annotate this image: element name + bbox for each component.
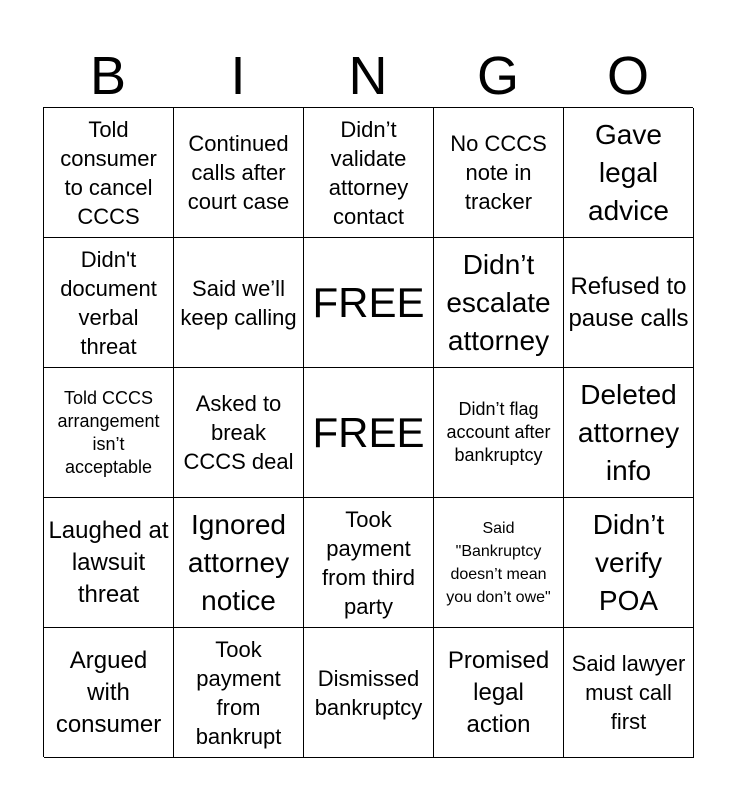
cell-text: Didn’t escalate attorney xyxy=(446,248,551,356)
bingo-cell[interactable] xyxy=(174,628,304,758)
bingo-cell[interactable] xyxy=(564,238,694,368)
bingo-cell[interactable] xyxy=(434,108,564,238)
cell-text: Told CCCS arrangement isn’t acceptable xyxy=(57,387,160,477)
bingo-board xyxy=(43,107,693,757)
header-letter-i: I xyxy=(230,46,246,106)
bingo-cell[interactable] xyxy=(44,498,174,628)
cell-text: FREE xyxy=(312,278,425,326)
cell-text: Didn’t verify POA xyxy=(592,508,665,616)
bingo-cell[interactable] xyxy=(44,108,174,238)
cell-text: Asked to break CCCS deal xyxy=(183,391,294,474)
cell-text: Didn’t validate attorney contact xyxy=(328,116,409,229)
bingo-cell[interactable] xyxy=(564,108,694,238)
bingo-cell[interactable] xyxy=(174,368,304,498)
header-letter-n: N xyxy=(348,46,388,106)
bingo-cell[interactable] xyxy=(434,628,564,758)
cell-text: Gave legal advice xyxy=(588,118,669,226)
bingo-cell[interactable] xyxy=(44,368,174,498)
cell-text: No CCCS note in tracker xyxy=(450,131,547,214)
bingo-free-cell[interactable] xyxy=(304,238,434,368)
bingo-cell[interactable] xyxy=(434,368,564,498)
cell-text: Promised legal action xyxy=(447,646,550,738)
cell-text: Continued calls after court case xyxy=(187,131,290,214)
bingo-cell[interactable] xyxy=(434,498,564,628)
bingo-cell[interactable] xyxy=(174,238,304,368)
cell-text: Didn’t flag account after bankruptcy xyxy=(446,399,551,465)
cell-text: Didn't document verbal threat xyxy=(60,246,157,359)
cell-text: Took payment from third party xyxy=(322,506,415,619)
cell-text: Refused to pause calls xyxy=(568,272,689,332)
cell-text: Dismissed bankruptcy xyxy=(314,665,423,720)
cell-text: FREE xyxy=(312,408,425,456)
bingo-header xyxy=(43,44,693,108)
cell-text: Said lawyer must call first xyxy=(571,651,686,734)
bingo-cell[interactable] xyxy=(174,108,304,238)
bingo-cell[interactable] xyxy=(304,498,434,628)
cell-text: Said "Bankruptcy doesn’t mean you don’t owe" xyxy=(446,519,551,606)
header-letter-g: G xyxy=(476,46,519,106)
bingo-cell[interactable] xyxy=(564,628,694,758)
cell-text: Ignored attorney notice xyxy=(187,508,290,616)
bingo-cell[interactable] xyxy=(434,238,564,368)
bingo-free-cell[interactable] xyxy=(304,368,434,498)
cell-text: Deleted attorney info xyxy=(577,378,680,486)
cell-text: Argued with consumer xyxy=(55,646,162,738)
header-letter-o: O xyxy=(606,46,649,106)
bingo-cell[interactable] xyxy=(304,108,434,238)
bingo-cell[interactable] xyxy=(44,628,174,758)
cell-text: Said we’ll keep calling xyxy=(180,275,297,330)
bingo-cell[interactable] xyxy=(304,628,434,758)
bingo-cell[interactable] xyxy=(174,498,304,628)
cell-text: Took payment from bankrupt xyxy=(195,636,282,749)
bingo-cell[interactable] xyxy=(564,498,694,628)
header-letter-b: B xyxy=(89,46,127,106)
bingo-cell[interactable] xyxy=(44,238,174,368)
cell-text: Told consumer to cancel CCCS xyxy=(60,116,157,229)
bingo-cell[interactable] xyxy=(564,368,694,498)
cell-text: Laughed at lawsuit threat xyxy=(48,516,169,608)
